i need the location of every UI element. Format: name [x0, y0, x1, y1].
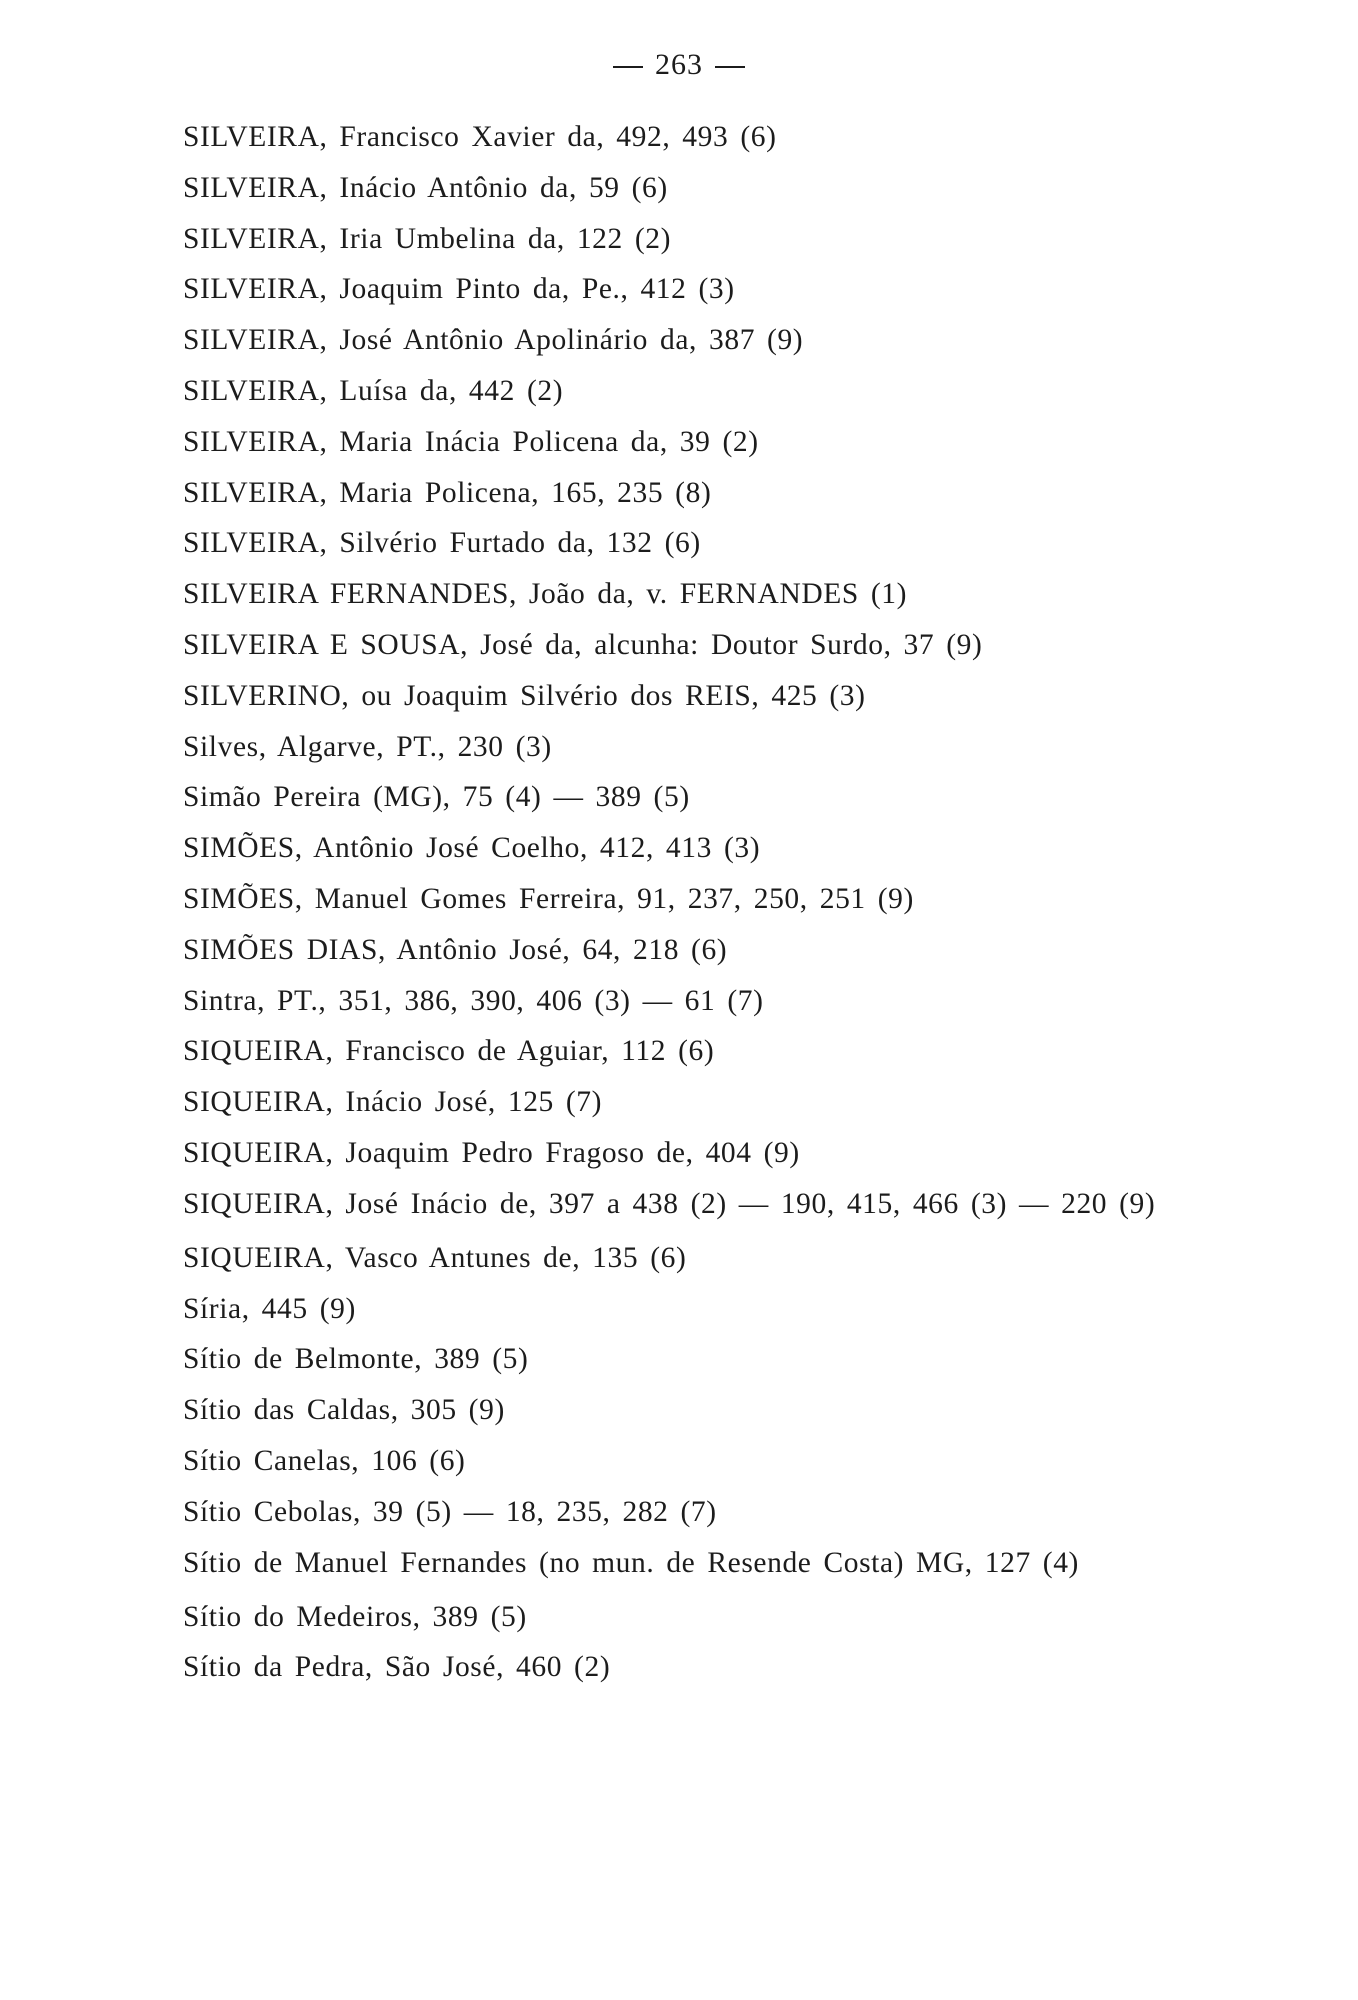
index-entry: SIQUEIRA, Francisco de Aguiar, 112 (6): [183, 1035, 715, 1068]
index-entry: SILVEIRA, Maria Inácia Policena da, 39 (2): [183, 425, 759, 458]
index-entry: SIMÕES, Manuel Gomes Ferreira, 91, 237, 250, 251 (9): [183, 882, 914, 915]
index-entry: SILVEIRA, Inácio Antônio da, 59 (6): [183, 171, 668, 204]
index-entry: SILVEIRA, Francisco Xavier da, 492, 493 (6): [183, 121, 777, 153]
index-entry: Sítio do Medeiros, 389 (5): [183, 1600, 527, 1633]
index-entry-list: [183, 117, 1243, 1698]
index-entry: Sítio Cebolas, 39 (5) — 18, 235, 282 (7): [183, 1495, 717, 1528]
index-entry: SILVEIRA, Silvério Furtado da, 132 (6): [183, 527, 701, 560]
index-entry: Simão Pereira (MG), 75 (4) — 389 (5): [183, 781, 690, 814]
index-entry: SIQUEIRA, José Inácio de, 397 a 438 (2) — 190, 415, 466 (3) — 220 (9): [183, 1187, 1156, 1220]
index-entry: SILVEIRA, Iria Umbelina da, 122 (2): [183, 222, 672, 255]
index-entry: Silves, Algarve, PT., 230 (3): [183, 730, 552, 763]
index-entry: SIMÕES, Antônio José Coelho, 412, 413 (3): [183, 832, 761, 865]
index-entry: SILVEIRA E SOUSA, José da, alcunha: Doutor Surdo, 37 (9): [183, 628, 983, 661]
index-entry: SILVEIRA, Luísa da, 442 (2): [183, 374, 564, 407]
index-entry: Sintra, PT., 351, 386, 390, 406 (3) — 61 (7): [183, 984, 764, 1017]
index-entry: SILVERINO, ou Joaquim Silvério dos REIS, 425 (3): [183, 679, 866, 712]
index-entry: Sítio da Pedra, São José, 460 (2): [183, 1651, 611, 1684]
index-entry: Sítio Canelas, 106 (6): [183, 1444, 466, 1477]
index-entry: SIQUEIRA, Joaquim Pedro Fragoso de, 404 (9): [183, 1136, 800, 1169]
index-entry: Sítio de Manuel Fernandes (no mun. de Resende Costa) MG, 127 (4): [183, 1546, 1079, 1579]
index-entry: SILVEIRA, Maria Policena, 165, 235 (8): [183, 476, 712, 509]
index-entry: Sítio das Caldas, 305 (9): [183, 1394, 505, 1427]
page-number: 263: [0, 48, 1358, 82]
index-entry: Síria, 445 (9): [183, 1292, 356, 1325]
index-entry: SIMÕES DIAS, Antônio José, 64, 218 (6): [183, 933, 728, 966]
index-entry: SILVEIRA FERNANDES, João da, v. FERNANDES (1): [183, 578, 908, 611]
index-entry: SILVEIRA, Joaquim Pinto da, Pe., 412 (3): [183, 273, 735, 306]
index-entry: SILVEIRA, José Antônio Apolinário da, 387 (9): [183, 324, 804, 357]
index-entry: SIQUEIRA, Inácio José, 125 (7): [183, 1086, 603, 1119]
index-entry: SIQUEIRA, Vasco Antunes de, 135 (6): [183, 1241, 687, 1274]
index-entry: Sítio de Belmonte, 389 (5): [183, 1343, 529, 1376]
